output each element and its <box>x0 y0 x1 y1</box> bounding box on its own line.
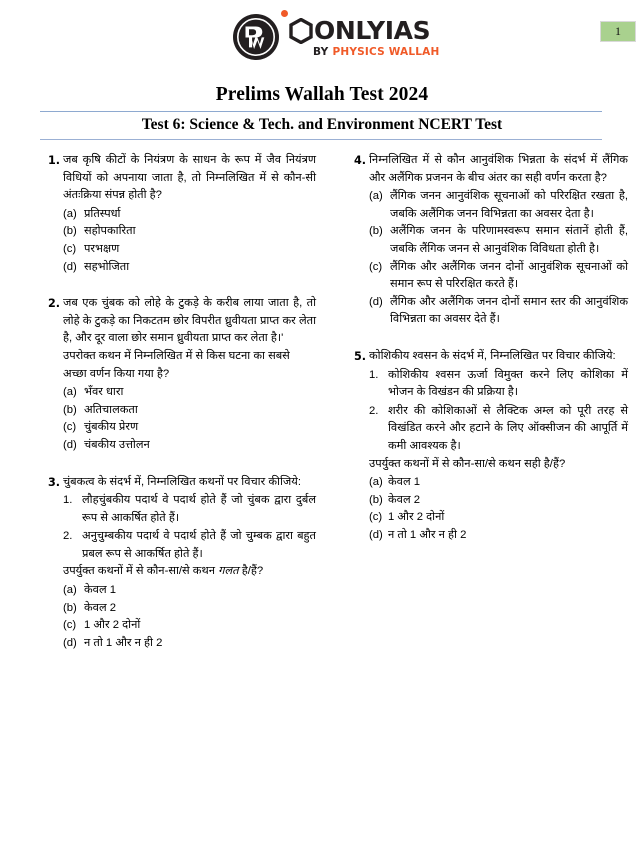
statement-text: लौहचुंबकीय पदार्थ वे पदार्थ होते हैं जो चुंबक द्वारा दुर्बल रूप से आकर्षित होते हैं। <box>82 494 316 524</box>
question-block <box>350 348 628 545</box>
question-text: चुंबकत्व के संदर्भ में, निम्नलिखित कथनों पर विचार कीजिये: <box>63 475 301 488</box>
option-item[interactable] <box>63 402 316 420</box>
option-text: सहोपकारिता <box>84 225 136 238</box>
question-block <box>44 474 316 653</box>
statement-text: कोशिकीय श्वसन ऊर्जा विमुक्त करने लिए कोशिका में भोजन के विखंडन की प्रक्रिया है। <box>388 368 628 399</box>
option-label: (a) <box>63 584 77 597</box>
option-item[interactable] <box>369 492 628 510</box>
option-text: केवल 1 <box>388 476 421 489</box>
option-item[interactable] <box>63 600 316 618</box>
page-header <box>0 0 644 78</box>
statement-item <box>369 367 628 402</box>
option-label: (c) <box>369 511 383 524</box>
option-item[interactable] <box>63 635 316 653</box>
option-list <box>369 474 628 544</box>
statement-text: अनुचुम्बकीय पदार्थ वे पदार्थ होते हैं जो चुम्बक द्वारा बहुत प्रबल रूप से आकर्षित होते हैं। <box>82 530 316 560</box>
option-item[interactable] <box>369 474 628 492</box>
option-label: (d) <box>369 528 383 541</box>
title-divider-bottom <box>40 139 602 140</box>
option-label: (d) <box>63 636 77 649</box>
option-label: (c) <box>369 260 383 273</box>
question-tail-text <box>63 563 316 581</box>
option-text: भँवर धारा <box>84 386 124 399</box>
option-text: 1 और 2 दोनों <box>84 619 141 632</box>
orange-dot-icon <box>281 10 288 17</box>
option-label: (a) <box>369 476 383 489</box>
question-block <box>44 152 316 276</box>
tail-pre-text: उपर्युक्त कथनों में से कौन-सा/से कथन <box>63 565 219 578</box>
option-text: सहभोजिता <box>84 260 130 273</box>
option-item[interactable] <box>63 437 316 455</box>
option-text: अतिचालकता <box>84 403 138 416</box>
option-text: चुंबकीय प्रेरण <box>84 421 139 434</box>
option-text: अलैंगिक जनन के परिणामस्वरूप समान संतानें होती हैं, जबकि लैंगिक जनन से आनुवंशिक विविधता होती है। <box>390 225 628 255</box>
option-item[interactable] <box>369 259 628 294</box>
question-number: 1. <box>48 154 61 167</box>
statement-item <box>63 492 316 527</box>
option-list <box>63 384 316 454</box>
option-item[interactable] <box>63 617 316 635</box>
option-text: केवल 2 <box>84 601 117 614</box>
option-item[interactable] <box>63 259 316 277</box>
option-text: परभक्षण <box>84 242 120 255</box>
question-columns <box>0 152 644 665</box>
option-label: (d) <box>63 438 77 451</box>
option-label: (d) <box>369 295 383 308</box>
option-item[interactable] <box>63 419 316 437</box>
page-subtitle: Test 6: Science & Tech. and Environment NCERT Test <box>141 116 503 133</box>
option-item[interactable] <box>369 294 628 329</box>
question-number: 4. <box>354 154 367 167</box>
option-label: (d) <box>63 260 77 273</box>
question-text: जब एक चुंबक को लोहे के टुकड़े के करीब लाया जाता है, तो लोहे के टुकड़े का निकटतम छोर विपरीत ध्रुवीयता प्राप्त कर लेता है, और दूर वाला छोर समान ध्रुवीयता प्राप्त कर लेता है।' <box>63 297 316 345</box>
statement-list <box>369 367 628 456</box>
page-title: Prelims Wallah Test 2024 <box>215 84 429 105</box>
option-text: केवल 2 <box>388 493 421 506</box>
option-text: लैंगिक जनन आनुवंशिक सूचनाओं को परिरक्षित रखता है, जबकि अलैंगिक जनन विभिन्नता का अवसर देता है। <box>390 190 628 220</box>
statement-number: 2. <box>63 530 73 543</box>
question-number: 3. <box>48 475 61 489</box>
option-text: 1 और 2 दोनों <box>388 511 445 524</box>
option-item[interactable] <box>63 582 316 600</box>
left-column <box>44 152 316 665</box>
statement-number: 1. <box>63 494 73 507</box>
page-number-badge: 1 <box>600 21 636 42</box>
title-section <box>0 84 644 140</box>
option-label: (c) <box>63 619 77 632</box>
question-text: कोशिकीय श्वसन के संदर्भ में, निम्नलिखित पर विचार कीजिये: <box>369 349 616 362</box>
brand-sub-by: BY <box>313 45 329 58</box>
option-label: (b) <box>369 493 383 506</box>
option-list <box>369 188 628 329</box>
tail-emphasis-text: गलत <box>218 565 239 578</box>
option-label: (a) <box>369 190 383 203</box>
question-tail-text: उपरोक्त कथन में निम्नलिखित में से किस घटना का सबसे अच्छा वर्णन किया गया है? <box>63 349 290 380</box>
statement-number: 1. <box>369 368 379 381</box>
statement-number: 2. <box>369 404 379 417</box>
option-label: (a) <box>63 386 77 399</box>
option-label: (a) <box>63 207 77 220</box>
statement-item <box>369 403 628 456</box>
option-item[interactable] <box>63 241 316 259</box>
option-item[interactable] <box>369 188 628 223</box>
question-block <box>44 295 316 454</box>
option-item[interactable] <box>63 206 316 224</box>
brand-logo-group <box>232 12 439 62</box>
statement-item <box>63 528 316 563</box>
option-item[interactable] <box>369 223 628 258</box>
option-text: लैंगिक और अलैंगिक जनन दोनों समान स्तर की आनुवंशिक विभिन्नता का अवसर देते हैं। <box>390 295 628 326</box>
question-text: निम्नलिखित में से कौन आनुवंशिक भिन्नता के संदर्भ में लैंगिक और अलैंगिक प्रजनन के बीच अंतर का सही वर्णन करता है? <box>369 154 628 184</box>
brand-sub-name: PHYSICS WALLAH <box>332 45 440 58</box>
option-label: (c) <box>63 421 77 434</box>
question-tail-text: उपर्युक्त कथनों में से कौन-सा/से कथन सही है/हैं? <box>369 457 566 470</box>
option-item[interactable] <box>63 384 316 402</box>
option-text: केवल 1 <box>84 584 117 597</box>
option-item[interactable] <box>63 223 316 241</box>
option-label: (c) <box>63 242 77 255</box>
question-number: 5. <box>354 349 367 363</box>
option-item[interactable] <box>369 509 628 527</box>
brand-name: ONLYIAS <box>314 15 431 45</box>
right-column <box>350 152 628 557</box>
option-text: न तो 1 और न ही 2 <box>388 528 467 541</box>
tail-post-text: है/हैं? <box>238 565 264 578</box>
option-text: लैंगिक और अलैंगिक जनन दोनों आनुवंशिक सूचनाओं को समान रूप से परिरक्षित करते हैं। <box>390 260 628 291</box>
question-block <box>350 152 628 329</box>
hexagon-icon <box>289 18 313 44</box>
statement-list <box>63 492 316 563</box>
option-item[interactable] <box>369 527 628 545</box>
option-list <box>63 206 316 276</box>
pw-logo-icon <box>232 13 280 61</box>
option-list <box>63 582 316 652</box>
option-label: (b) <box>63 601 77 614</box>
statement-text: शरीर की कोशिकाओं से लैक्टिक अम्ल को पूरी तरह से विखंडित करने और हटाने के लिए ऑक्सीजन की आपूर्ति में कमी आवश्यक है। <box>388 404 628 452</box>
option-text: चंबकीय उत्तोलन <box>84 438 150 451</box>
option-label: (b) <box>369 225 383 238</box>
option-label: (b) <box>63 225 77 238</box>
option-text: प्रतिस्पर्धा <box>84 207 121 220</box>
onlyias-wordmark <box>289 17 439 58</box>
option-text: न तो 1 और न ही 2 <box>84 636 163 649</box>
option-label: (b) <box>63 403 77 416</box>
question-number: 2. <box>48 297 61 311</box>
question-text: जब कृषि कीटों के नियंत्रण के साधन के रूप में जैव नियंत्रण विधियों को अपनाया जाता है, तो निम्नलिखित में से कौन-सी अंतःक्रिया संपन्न होती है? <box>63 154 316 202</box>
